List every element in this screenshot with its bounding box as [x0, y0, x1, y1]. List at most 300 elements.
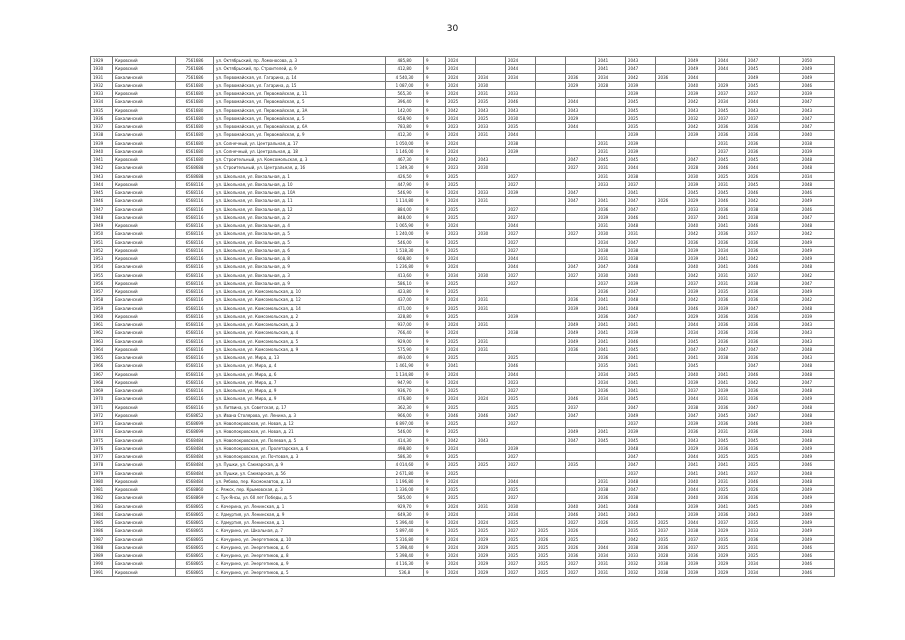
table-cell-c3: [536, 436, 566, 444]
table-cell-year: 2025: [446, 403, 476, 411]
table-row: [91, 255, 835, 263]
table-cell-n: 1948: [91, 213, 113, 221]
table-cell-addr: ул. Ивана Столярова, ул. Ленина, д. 3: [214, 411, 386, 419]
table-cell-c9: 2041: [716, 213, 746, 221]
table-cell-c2: 2044: [506, 477, 536, 485]
table-cell-addr: ул. Новопокровская, ул. Новая, д. 12: [214, 420, 386, 428]
table-cell-c10: 2036: [746, 444, 780, 452]
table-cell-code: 6568116: [176, 197, 214, 205]
table-cell-c5: 2036: [596, 312, 626, 320]
table-cell-c2: 2027: [506, 387, 536, 395]
table-row: [91, 65, 835, 73]
table-cell-code: 6561680: [176, 114, 214, 122]
table-cell-c4: [566, 172, 596, 180]
table-row: [91, 403, 835, 411]
table-cell-c6: 2041: [626, 354, 656, 362]
table-cell-code: 6568116: [176, 246, 214, 254]
table-cell-fl: 9: [424, 428, 446, 436]
table-cell-total: 2046: [780, 461, 835, 469]
table-cell-addr: с. Кочурино, ул. Энергетиков, д. 9: [214, 560, 386, 568]
table-cell-year: 2025: [446, 428, 476, 436]
table-cell-c3: [536, 519, 566, 527]
table-cell-c7: [656, 387, 686, 395]
table-cell-c1: 2033: [476, 123, 506, 131]
table-cell-c1: [476, 180, 506, 188]
table-cell-total: 2043: [780, 321, 835, 329]
table-cell-code: 6568116: [176, 180, 214, 188]
table-cell-c6: 2039: [626, 90, 656, 98]
table-cell-c9: 2036: [716, 131, 746, 139]
table-cell-c8: 2044: [686, 321, 716, 329]
table-cell-org: Бакалинский: [113, 453, 176, 461]
table-cell-org: Бакалинский: [113, 395, 176, 403]
table-cell-n: 1935: [91, 106, 113, 114]
table-cell-c3: 2025: [536, 568, 566, 576]
table-cell-year: 2025: [446, 205, 476, 213]
table-cell-c10: 2025: [746, 453, 780, 461]
table-cell-c6: 2041: [626, 387, 656, 395]
table-cell-n: 1991: [91, 568, 113, 576]
table-cell-c9: 2041: [716, 263, 746, 271]
table-cell-c9: 2037: [716, 90, 746, 98]
table-cell-c8: 2039: [686, 568, 716, 576]
table-cell-c5: 2044: [596, 543, 626, 551]
table-cell-area: 5 396,40: [386, 519, 424, 527]
table-cell-org: Бакалинский: [113, 543, 176, 551]
table-cell-c4: [566, 370, 596, 378]
table-cell-c10: 2045: [746, 502, 780, 510]
table-cell-c3: [536, 147, 566, 155]
table-cell-org: Бакалинский: [113, 362, 176, 370]
table-cell-c4: [566, 420, 596, 428]
table-cell-c4: [566, 354, 596, 362]
table-cell-c5: [596, 131, 626, 139]
table-cell-code: 6561680: [176, 139, 214, 147]
table-cell-c3: 2025: [536, 560, 566, 568]
table-cell-c6: 2047: [626, 238, 656, 246]
table-cell-year: 2025: [446, 172, 476, 180]
table-cell-c1: [476, 147, 506, 155]
table-cell-c5: [596, 90, 626, 98]
table-cell-fl: 9: [424, 81, 446, 89]
table-cell-org: Бакалинский: [113, 131, 176, 139]
table-cell-c2: 2025: [506, 543, 536, 551]
table-cell-c8: 2041: [686, 354, 716, 362]
table-cell-c5: 2041: [596, 337, 626, 345]
table-cell-c8: 2040: [686, 477, 716, 485]
table-cell-c9: 2044: [716, 65, 746, 73]
table-cell-total: 2048: [780, 370, 835, 378]
table-cell-c10: 2046: [746, 477, 780, 485]
table-cell-c9: 2025: [716, 172, 746, 180]
table-cell-c8: 2038: [686, 527, 716, 535]
table-cell-org: Бакалинский: [113, 114, 176, 122]
table-cell-c2: 2027: [506, 238, 536, 246]
table-cell-c3: 2025: [536, 552, 566, 560]
table-cell-c5: [596, 106, 626, 114]
table-cell-c3: [536, 213, 566, 221]
table-cell-c2: 2027: [506, 246, 536, 254]
table-cell-c7: [656, 469, 686, 477]
table-cell-c8: 2034: [686, 329, 716, 337]
table-cell-addr: ул. Школьная, ул. Мира, д. 9: [214, 395, 386, 403]
table-cell-total: 2048: [780, 222, 835, 230]
table-cell-c7: [656, 90, 686, 98]
table-cell-code: 6561680: [176, 106, 214, 114]
table-cell-c5: 2039: [596, 213, 626, 221]
page-number: 30: [446, 24, 459, 34]
table-row: [91, 535, 835, 543]
table-cell-addr: ул. Школьная, ул. Вокзальная, д. 1: [214, 172, 386, 180]
table-cell-addr: ул. Школьная, ул. Вокзальная, д. 5: [214, 230, 386, 238]
table-cell-c9: 2034: [716, 98, 746, 106]
table-cell-addr: с. Кочурино, ул. Школьная, д. 7: [214, 527, 386, 535]
table-cell-c7: [656, 461, 686, 469]
table-cell-c6: 2041: [626, 321, 656, 329]
table-cell-c5: 2031: [596, 255, 626, 263]
table-cell-area: 1 461,90: [386, 362, 424, 370]
table-cell-c1: 2031: [476, 304, 506, 312]
table-cell-org: Кировский: [113, 255, 176, 263]
table-cell-n: 1982: [91, 494, 113, 502]
table-cell-c9: 2031: [716, 180, 746, 188]
table-cell-c10: 2046: [746, 189, 780, 197]
table-cell-addr: ул. Школьная, ул. Комсомольская, д. 10: [214, 288, 386, 296]
table-cell-c1: [476, 378, 506, 386]
table-cell-c8: 2039: [686, 502, 716, 510]
table-cell-fl: 9: [424, 189, 446, 197]
table-cell-year: 2024: [446, 222, 476, 230]
table-cell-c8: 2039: [686, 180, 716, 188]
table-row: [91, 131, 835, 139]
table-cell-c6: 2038: [626, 172, 656, 180]
table-cell-n: 1966: [91, 362, 113, 370]
table-cell-c7: [656, 362, 686, 370]
table-cell-c9: 2045: [716, 156, 746, 164]
table-cell-c3: [536, 65, 566, 73]
table-cell-c10: 2036: [746, 354, 780, 362]
table-cell-n: 1930: [91, 65, 113, 73]
table-cell-addr: с. Кочурино, ул. Энергетиков, д. 6: [214, 543, 386, 551]
table-cell-c10: 2043: [746, 510, 780, 518]
table-cell-c4: 2047: [566, 197, 596, 205]
table-cell-area: 1 336,00: [386, 486, 424, 494]
table-cell-c10: 2045: [746, 65, 780, 73]
table-cell-total: 2049: [780, 288, 835, 296]
table-cell-c4: [566, 65, 596, 73]
table-cell-c7: [656, 312, 686, 320]
table-cell-c6: 2033: [626, 552, 656, 560]
table-cell-fl: 9: [424, 527, 446, 535]
table-cell-total: 2046: [780, 543, 835, 551]
table-cell-addr: ул. Пушки, ул. Сакмарская, д. 9: [214, 461, 386, 469]
table-cell-addr: ул. Школьная, ул. Мира, д. 9: [214, 387, 386, 395]
table-cell-c9: 2031: [716, 477, 746, 485]
table-cell-area: 1 065,90: [386, 222, 424, 230]
table-cell-c8: 2028: [686, 164, 716, 172]
table-cell-c4: 2027: [566, 164, 596, 172]
table-cell-code: 6568116: [176, 263, 214, 271]
table-cell-n: 1975: [91, 436, 113, 444]
table-cell-c6: 2035: [626, 123, 656, 131]
table-cell-addr: ул. Солнечный, ул. Центральная, д. 18: [214, 147, 386, 155]
table-cell-c5: [596, 453, 626, 461]
table-row: [91, 420, 835, 428]
table-cell-n: 1972: [91, 411, 113, 419]
table-cell-fl: 9: [424, 230, 446, 238]
table-cell-c3: [536, 57, 566, 65]
table-cell-c4: 2036: [566, 345, 596, 353]
table-row: [91, 494, 835, 502]
table-cell-org: Бакалинский: [113, 230, 176, 238]
table-cell-c5: [596, 189, 626, 197]
table-cell-c4: [566, 494, 596, 502]
table-cell-c4: 2047: [566, 189, 596, 197]
table-cell-org: Бакалинский: [113, 205, 176, 213]
table-cell-total: 2048: [780, 156, 835, 164]
table-cell-c2: [506, 337, 536, 345]
table-cell-c2: [506, 304, 536, 312]
table-cell-area: 947,90: [386, 378, 424, 386]
table-cell-area: 966,00: [386, 411, 424, 419]
table-cell-c1: 2030: [476, 164, 506, 172]
table-cell-addr: ул. Новопокровская, ул. Новая, д. 21: [214, 428, 386, 436]
table-cell-fl: 9: [424, 387, 446, 395]
table-cell-n: 1964: [91, 345, 113, 353]
table-cell-c8: 2039: [686, 378, 716, 386]
table-cell-c1: [476, 453, 506, 461]
table-cell-c5: 2036: [596, 205, 626, 213]
table-cell-c7: [656, 222, 686, 230]
table-cell-c7: 2026: [656, 197, 686, 205]
table-cell-org: Бакалинский: [113, 98, 176, 106]
table-cell-c7: [656, 271, 686, 279]
table-cell-c3: [536, 362, 566, 370]
table-cell-code: 6568116: [176, 387, 214, 395]
table-row: [91, 230, 835, 238]
table-cell-c2: 2024: [506, 57, 536, 65]
table-cell-area: 929,00: [386, 337, 424, 345]
table-cell-code: 6561680: [176, 123, 214, 131]
table-cell-total: 2047: [780, 378, 835, 386]
table-cell-c1: [476, 288, 506, 296]
table-cell-c6: 2047: [626, 205, 656, 213]
table-cell-c1: 2031: [476, 197, 506, 205]
table-cell-c8: 2033: [686, 205, 716, 213]
table-cell-org: Бакалинский: [113, 535, 176, 543]
table-cell-fl: 9: [424, 321, 446, 329]
table-cell-c7: [656, 378, 686, 386]
table-cell-org: Бакалинский: [113, 123, 176, 131]
table-cell-c6: 2037: [626, 420, 656, 428]
table-cell-c9: 2036: [716, 321, 746, 329]
table-cell-c4: [566, 238, 596, 246]
table-cell-c1: 2031: [476, 90, 506, 98]
table-cell-area: 426,50: [386, 172, 424, 180]
table-cell-c3: [536, 329, 566, 337]
table-cell-fl: 9: [424, 486, 446, 494]
table-cell-c5: 2033: [596, 180, 626, 188]
table-cell-c4: 2036: [566, 552, 596, 560]
table-cell-total: 2034: [780, 172, 835, 180]
table-row: [91, 288, 835, 296]
table-cell-c10: 2043: [746, 106, 780, 114]
table-cell-c7: 2025: [656, 519, 686, 527]
table-cell-c3: [536, 205, 566, 213]
table-cell-c7: 2028: [656, 552, 686, 560]
table-row: [91, 180, 835, 188]
table-cell-c6: 2045: [626, 156, 656, 164]
table-cell-n: 1949: [91, 222, 113, 230]
table-cell-c10: 2036: [746, 238, 780, 246]
table-cell-area: 848,00: [386, 213, 424, 221]
table-cell-total: 2043: [780, 337, 835, 345]
table-cell-c7: [656, 147, 686, 155]
table-cell-c4: 2027: [566, 568, 596, 576]
table-cell-org: Бакалинский: [113, 387, 176, 395]
table-cell-c10: 2036: [746, 428, 780, 436]
table-row: [91, 411, 835, 419]
table-cell-area: 142,00: [386, 106, 424, 114]
table-cell-c7: 2036: [656, 543, 686, 551]
table-cell-addr: ул. Школьная, ул. Вокзальная, д. 8: [214, 255, 386, 263]
table-cell-year: 2025: [446, 180, 476, 188]
table-row: [91, 378, 835, 386]
table-cell-c5: [596, 469, 626, 477]
table-cell-fl: 9: [424, 98, 446, 106]
table-cell-c6: 2043: [626, 510, 656, 518]
table-cell-code: 7561686: [176, 65, 214, 73]
table-cell-c10: 2036: [746, 312, 780, 320]
table-cell-org: Бакалинский: [113, 444, 176, 452]
table-cell-n: 1963: [91, 337, 113, 345]
table-cell-c10: 2049: [746, 73, 780, 81]
table-cell-year: 2024: [446, 329, 476, 337]
table-cell-c5: 2031: [596, 164, 626, 172]
table-cell-fl: 9: [424, 469, 446, 477]
table-cell-fl: 9: [424, 461, 446, 469]
table-cell-c9: 2031: [716, 139, 746, 147]
table-cell-c6: 2046: [626, 213, 656, 221]
table-cell-area: 783,80: [386, 123, 424, 131]
table-cell-n: 1960: [91, 312, 113, 320]
table-cell-c7: [656, 411, 686, 419]
table-cell-fl: 9: [424, 255, 446, 263]
table-cell-fl: 9: [424, 90, 446, 98]
table-cell-c3: [536, 312, 566, 320]
table-cell-c1: 2031: [476, 337, 506, 345]
table-cell-c9: 2036: [716, 329, 746, 337]
table-cell-n: 1955: [91, 271, 113, 279]
table-cell-c5: 2034: [596, 395, 626, 403]
table-cell-area: 1 146,00: [386, 147, 424, 155]
table-cell-year: 2041: [446, 362, 476, 370]
table-cell-area: 467,30: [386, 156, 424, 164]
table-cell-addr: с. Ряжск, пер. Крымовская, д. 3: [214, 486, 386, 494]
table-cell-year: 2023: [446, 230, 476, 238]
table-cell-c5: 2047: [596, 263, 626, 271]
table-cell-code: 6568484: [176, 453, 214, 461]
table-cell-area: 649,30: [386, 510, 424, 518]
table-cell-area: 608,80: [386, 255, 424, 263]
table-cell-c1: 2043: [476, 106, 506, 114]
table-cell-c5: 2031: [596, 172, 626, 180]
table-cell-fl: 9: [424, 370, 446, 378]
table-cell-c4: 2049: [566, 321, 596, 329]
table-cell-area: 586,10: [386, 279, 424, 287]
table-cell-c10: 2034: [746, 560, 780, 568]
table-cell-c7: [656, 106, 686, 114]
housing-repair-register-table: [90, 56, 835, 577]
table-cell-c3: [536, 411, 566, 419]
table-cell-c5: 2036: [596, 387, 626, 395]
table-cell-c2: 2027: [506, 461, 536, 469]
table-cell-c5: 2041: [596, 502, 626, 510]
table-cell-fl: 9: [424, 106, 446, 114]
table-cell-fl: 9: [424, 519, 446, 527]
table-cell-code: 6568116: [176, 238, 214, 246]
table-cell-c6: 2048: [626, 304, 656, 312]
table-cell-c8: 2043: [686, 106, 716, 114]
table-cell-area: 1 050,00: [386, 139, 424, 147]
table-cell-total: 2049: [780, 510, 835, 518]
table-cell-org: Бакалинский: [113, 461, 176, 469]
table-row: [91, 461, 835, 469]
table-cell-n: 1956: [91, 279, 113, 287]
table-cell-code: 6568699: [176, 420, 214, 428]
table-cell-org: Бакалинский: [113, 238, 176, 246]
table-cell-c7: [656, 139, 686, 147]
table-cell-c2: 2043: [506, 106, 536, 114]
table-row: [91, 552, 835, 560]
table-row: [91, 370, 835, 378]
table-cell-c10: 2045: [746, 156, 780, 164]
table-cell-code: 6568869: [176, 494, 214, 502]
table-cell-year: 2025: [446, 98, 476, 106]
table-cell-c9: 2036: [716, 296, 746, 304]
table-cell-code: 6568665: [176, 543, 214, 551]
table-cell-c2: 2023: [506, 378, 536, 386]
table-cell-c2: 2025: [506, 552, 536, 560]
table-cell-year: 2046: [446, 411, 476, 419]
table-cell-org: Бакалинский: [113, 172, 176, 180]
table-cell-org: Бакалинский: [113, 527, 176, 535]
table-cell-c10: 2036: [746, 131, 780, 139]
table-cell-fl: 9: [424, 568, 446, 576]
table-cell-c6: 2045: [626, 436, 656, 444]
table-cell-c3: [536, 502, 566, 510]
table-cell-c10: 2046: [746, 222, 780, 230]
table-cell-area: 1 134,80: [386, 370, 424, 378]
table-cell-addr: ул. Школьная, ул. Комсомольская, д. 4: [214, 329, 386, 337]
table-cell-c6: 2047: [626, 197, 656, 205]
table-cell-addr: с. Кочурино, ул. Энергетиков, д. 8: [214, 552, 386, 560]
table-cell-c8: 2037: [686, 387, 716, 395]
table-cell-c2: [506, 164, 536, 172]
table-cell-year: 2024: [446, 502, 476, 510]
table-row: [91, 57, 835, 65]
table-row: [91, 345, 835, 353]
table-cell-c3: [536, 461, 566, 469]
table-cell-c2: 2046: [506, 98, 536, 106]
table-cell-c4: [566, 147, 596, 155]
table-cell-year: 2042: [446, 156, 476, 164]
table-cell-c2: 2030: [506, 502, 536, 510]
table-cell-c8: 2041: [686, 469, 716, 477]
table-cell-c10: 2037: [746, 230, 780, 238]
table-cell-c5: 2034: [596, 73, 626, 81]
table-cell-addr: ул. Школьная, ул. Вокзальная, д. 5: [214, 238, 386, 246]
